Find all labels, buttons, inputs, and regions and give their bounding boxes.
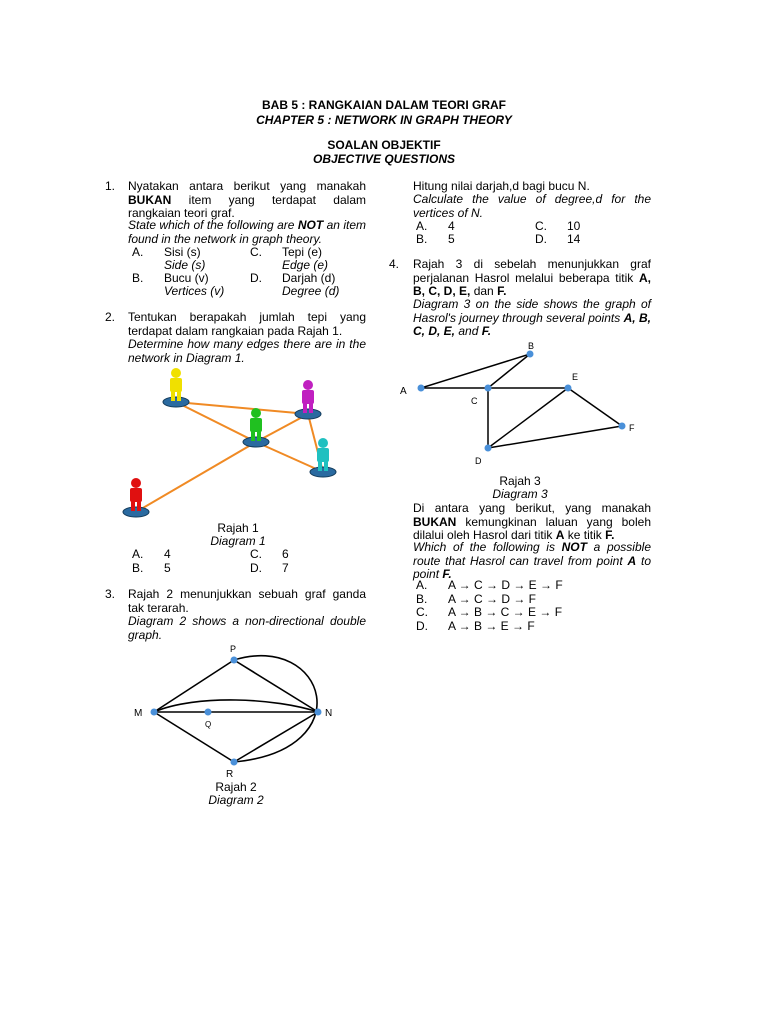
label-c: C [471, 396, 478, 406]
question-text: Diagram 3 on the side shows the graph of Hasrol's journey through several points [413, 297, 651, 325]
vertex-m [151, 709, 158, 716]
question-3-english: Diagram 2 shows a non-directional double graph. [128, 614, 366, 642]
option-value: 4 [164, 547, 171, 561]
caption-english: Diagram 2 [208, 793, 264, 807]
point-labels: A, B, C, D, E, [413, 310, 651, 338]
caption-malay: Rajah 1 [217, 521, 259, 535]
question-text: and [458, 324, 479, 338]
question-2-english: Determine how many edges there are in the network in Diagram 1. [128, 337, 366, 365]
section-english: OBJECTIVE QUESTIONS [312, 152, 456, 166]
diagram-2-vertices [151, 657, 322, 766]
edge-line [154, 712, 234, 762]
label-p: P [230, 644, 237, 654]
vertex-q [205, 709, 212, 716]
vertex-r [231, 759, 238, 766]
label-a: A [400, 386, 407, 397]
option-text: Tepi (e) [282, 245, 323, 259]
option-letter: C. [250, 245, 262, 259]
diagram-3-caption [470, 475, 570, 501]
question-text: Nyatakan antara berikut yang manakah [128, 179, 366, 193]
emphasis-not: NOT [297, 218, 324, 232]
question-text: to point [413, 553, 651, 581]
section-malay: SOALAN OBJEKTIF [327, 138, 441, 152]
option-text-english: Side (s) [164, 258, 206, 272]
diagram-1-edges [136, 402, 323, 512]
option-value: 5 [164, 561, 171, 575]
question-text: Rajah 3 di sebelah menunjukkan graf perjalanan Hasrol melalui beberapa titik [413, 257, 651, 285]
diagram-3-edges [421, 354, 622, 448]
option-text: Darjah (d) [282, 271, 336, 285]
diagram-2-graph [126, 640, 346, 780]
option-letter: B. [416, 232, 428, 246]
edge-line [234, 712, 318, 762]
edge-line [488, 388, 568, 448]
question-1-malay [128, 180, 366, 221]
question-number: 3. [105, 587, 116, 601]
point-label: F. [481, 324, 492, 338]
option-value: 5 [448, 232, 455, 246]
label-e: E [572, 372, 579, 382]
option-letter: B. [132, 561, 144, 575]
person-cyan-icon [310, 438, 336, 477]
vertex-c [485, 385, 492, 392]
label-r: R [226, 769, 234, 780]
option-letter: B. [416, 592, 428, 606]
question-text: Di antara yang berikut, yang manakah [413, 501, 651, 515]
option-text-english: Degree (d) [282, 284, 340, 298]
option-letter: B. [132, 271, 144, 285]
question-3-prompt-malay: Hitung nilai darjah,d bagi bucu N. [413, 179, 590, 193]
diagram-3-vertices [418, 351, 626, 452]
option-text: Sisi (s) [164, 245, 201, 259]
emphasis-not: NOT [561, 540, 587, 554]
option-value: 14 [567, 232, 581, 246]
vertex-n [315, 709, 322, 716]
point-label: F. [442, 567, 452, 581]
question-text: item yang terdapat dalam rangkaian teori graf. [128, 192, 366, 220]
person-green-icon [243, 408, 269, 447]
option-letter: C. [250, 547, 262, 561]
person-yellow-icon [163, 368, 189, 407]
question-2-malay: Tentukan berapakah jumlah tepi yang terdapat dalam rangkaian pada Rajah 1. [128, 310, 366, 338]
emphasis-bukan: BUKAN [128, 192, 172, 207]
edge-line [154, 700, 318, 712]
question-text: ke titik [567, 528, 602, 542]
label-m: M [134, 708, 143, 719]
caption-english: Diagram 3 [492, 487, 548, 501]
question-4-part2-english [413, 541, 651, 582]
person-red-icon [123, 478, 149, 517]
title-english: CHAPTER 5 : NETWORK IN GRAPH THEORY [256, 113, 512, 127]
point-label: A [555, 528, 565, 542]
caption-english: Diagram 1 [210, 534, 266, 548]
question-text: State which of the following are [128, 218, 295, 232]
caption-malay: Rajah 3 [499, 474, 541, 488]
vertex-d [485, 445, 492, 452]
label-d: D [475, 456, 482, 466]
point-label: F. [605, 528, 615, 542]
option-text: Bucu (v) [164, 271, 209, 285]
option-text-english: Vertices (v) [164, 284, 225, 298]
question-3-prompt-english: Calculate the value of degree,d for the vertices of N. [413, 192, 651, 220]
label-q: Q [205, 720, 212, 729]
option-letter: D. [535, 232, 547, 246]
diagram-1-caption [188, 522, 288, 548]
title-malay: BAB 5 : RANGKAIAN DALAM TEORI GRAF [262, 98, 506, 112]
question-text: an item found in the network in graph theory. [128, 218, 366, 246]
edge-line [136, 442, 256, 512]
vertex-p [231, 657, 238, 664]
option-letter: A. [132, 245, 144, 259]
diagram-3-graph [392, 336, 652, 468]
question-text: a possible route that Hasrol can travel from point [413, 540, 651, 568]
question-number: 1. [105, 179, 116, 193]
option-route: A → B → C → E → F [448, 605, 563, 619]
edge-line [488, 354, 530, 388]
point-labels: A, B, C, D, E, [413, 270, 651, 298]
option-letter: D. [250, 271, 262, 285]
vertex-b [527, 351, 534, 358]
question-4-malay [413, 258, 651, 299]
option-letter: A. [416, 578, 428, 592]
edge-line [256, 442, 323, 472]
edge-line [234, 660, 318, 712]
diagram-2-edges [154, 656, 318, 762]
option-route: A → C → D → E → F [448, 578, 563, 592]
vertex-a [418, 385, 425, 392]
option-letter: A. [132, 547, 144, 561]
diagram-1-network [110, 364, 370, 524]
emphasis-bukan: BUKAN [413, 514, 457, 529]
option-text-english: Edge (e) [282, 258, 329, 272]
caption-malay: Rajah 2 [215, 780, 257, 794]
question-text: dan [473, 284, 494, 298]
label-f: F [629, 423, 635, 433]
vertex-e [565, 385, 572, 392]
vertex-f [619, 423, 626, 430]
question-text: kemungkinan laluan yang boleh dilalui oleh Hasrol dari titik [413, 514, 651, 542]
option-value: 7 [282, 561, 289, 575]
edge-line [154, 660, 234, 712]
option-letter: D. [416, 619, 428, 633]
question-number: 4. [389, 257, 400, 271]
option-letter: D. [250, 561, 262, 575]
edge-line [568, 388, 622, 426]
question-text: Which of the following is [413, 540, 555, 554]
option-letter: C. [535, 219, 547, 233]
option-value: 4 [448, 219, 455, 233]
option-value: 10 [567, 219, 581, 233]
option-value: 6 [282, 547, 289, 561]
person-magenta-icon [295, 380, 321, 419]
option-letter: C. [416, 605, 428, 619]
edge-line [421, 354, 530, 388]
point-label: F. [497, 284, 507, 298]
point-label: A [627, 553, 637, 568]
question-3-malay: Rajah 2 menunjukkan sebuah graf ganda tak terarah. [128, 587, 366, 615]
edge-line [488, 426, 622, 448]
option-route: A → C → D → F [448, 592, 537, 606]
question-1-english [128, 219, 366, 246]
diagram-2-caption [186, 781, 286, 807]
question-number: 2. [105, 310, 116, 324]
option-route: A → B → E → F [448, 619, 535, 633]
question-4-part2-malay [413, 502, 651, 543]
question-4-english [413, 298, 651, 339]
label-n: N [325, 708, 333, 719]
label-b: B [528, 341, 535, 351]
option-letter: A. [416, 219, 428, 233]
